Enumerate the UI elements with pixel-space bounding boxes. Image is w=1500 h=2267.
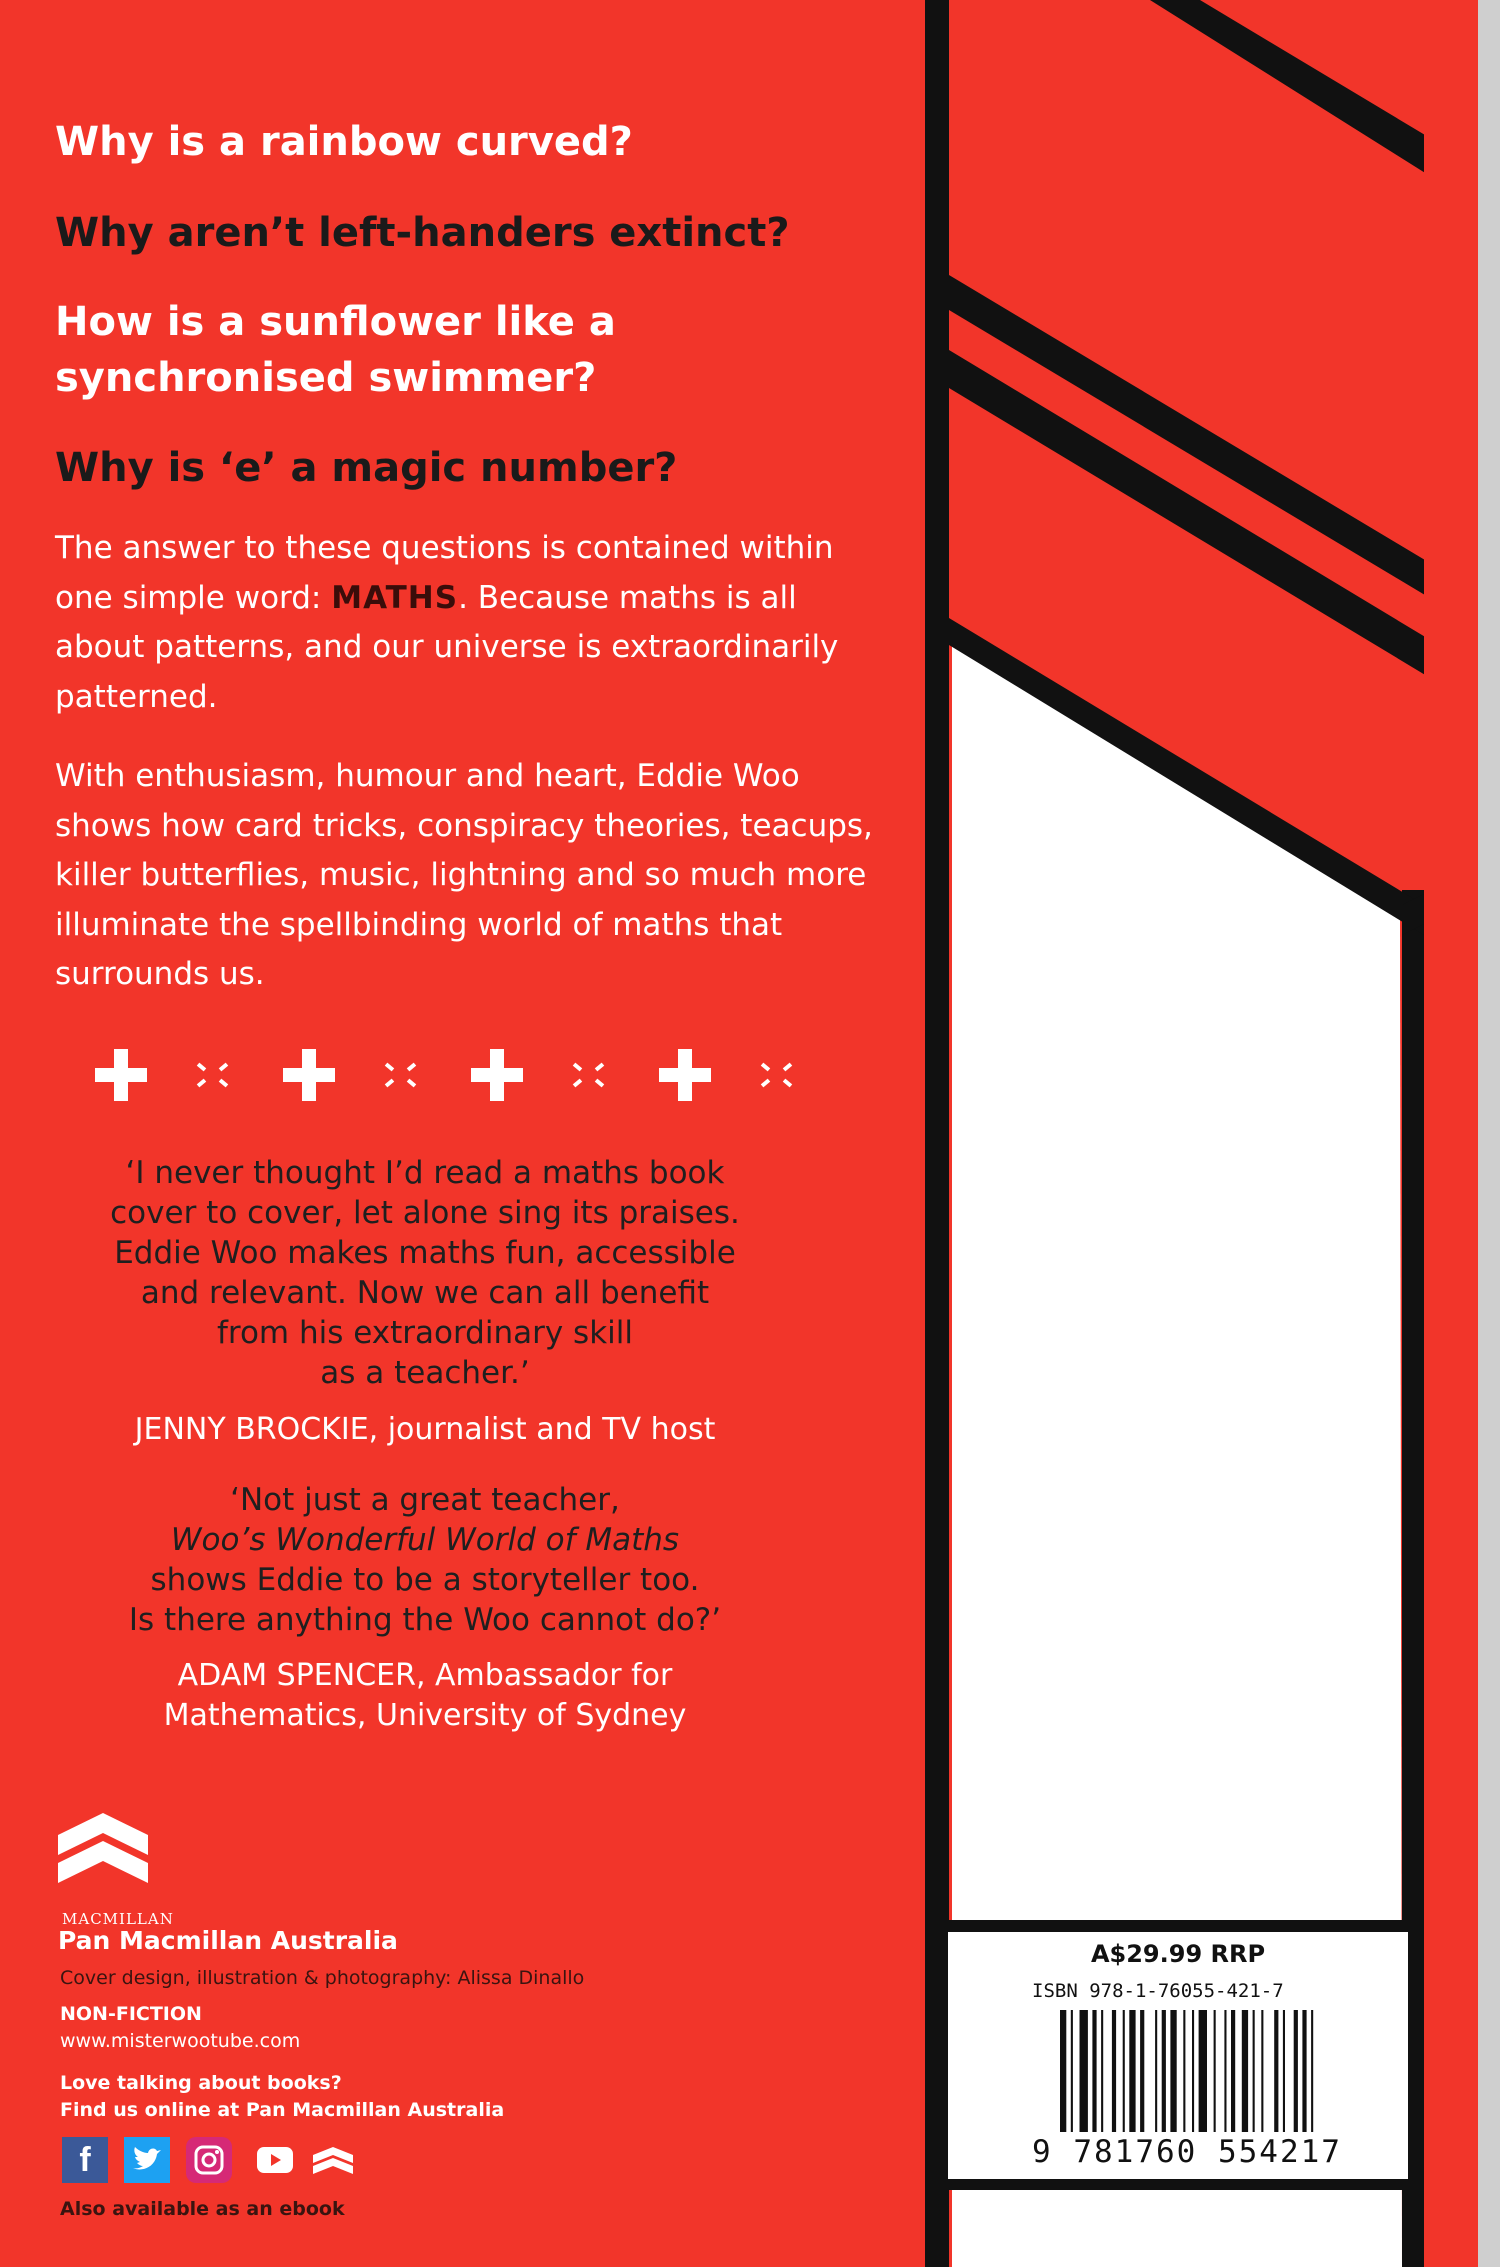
question-sunflower-line2: synchronised swimmer?: [55, 355, 597, 401]
times-icon: [571, 1055, 611, 1095]
website-link[interactable]: www.misterwootube.com: [60, 2030, 301, 2052]
social-prompt-line2: Find us online at Pan Macmillan Australia: [60, 2099, 505, 2121]
barcode-bars: [1060, 2010, 1360, 2132]
barcode-bar: [1080, 2010, 1088, 2132]
barcode-bar: [1155, 2010, 1157, 2132]
barcode-bar: [1224, 2010, 1226, 2132]
barcode-bar: [1231, 2010, 1235, 2132]
barcode-bar: [1253, 2010, 1255, 2132]
barcode-bar: [1302, 2010, 1306, 2132]
barcode-bar: [1192, 2010, 1194, 2132]
publisher-name: Pan Macmillan Australia: [58, 1926, 398, 1955]
blurb-paragraph-1: The answer to these questions is contained within one simple word: MATHS. Because maths is all about patterns, and our universe is extraordinarily patterned.: [55, 530, 839, 715]
ean-digits: 9 781760 554217: [1032, 2134, 1342, 2170]
plus-icon: [95, 1049, 147, 1101]
barcode-bar: [1071, 2010, 1073, 2132]
barcode-bar: [1129, 2010, 1135, 2132]
cover-credits: Cover design, illustration & photography: Alissa Dinallo: [60, 1967, 585, 1989]
question-rainbow: Why is a rainbow curved?: [55, 119, 633, 165]
question-left-handers: Why aren’t left-handers extinct?: [55, 210, 790, 256]
barcode-bar: [1060, 2010, 1066, 2132]
maths-highlight: MATHS: [331, 579, 459, 616]
question-magic-number: Why is ‘e’ a magic number?: [55, 445, 678, 491]
barcode-bar: [1101, 2010, 1103, 2132]
macmillan-m-icon[interactable]: [310, 2137, 356, 2183]
barcode-bar: [1214, 2010, 1216, 2132]
barcode-bar: [1170, 2010, 1176, 2132]
plus-icon: [659, 1049, 711, 1101]
math-symbols-row: [95, 1045, 847, 1105]
barcode-bar: [1242, 2010, 1248, 2132]
social-prompt-line1: Love talking about books?: [60, 2072, 342, 2094]
barcode-bar: [1274, 2010, 1278, 2132]
barcode-bar: [1294, 2010, 1298, 2132]
ebook-note: Also available as an ebook: [60, 2198, 345, 2220]
barcode-bar: [1123, 2010, 1125, 2132]
times-icon: [383, 1055, 423, 1095]
quote-brockie: ‘I never thought I’d read a maths book cover to cover, let alone sing its praises. Eddie Woo makes maths fun, accessible and relevant. Now we can all benefit from his extraordinary skill as a teacher.’: [110, 1155, 740, 1391]
barcode-bar: [1199, 2010, 1207, 2132]
isbn-label: ISBN 978-1-76055-421-7: [1032, 1980, 1284, 2002]
attribution-brockie: JENNY BROCKIE, journalist and TV host: [134, 1412, 716, 1447]
plus-icon: [471, 1049, 523, 1101]
youtube-icon[interactable]: [252, 2137, 298, 2183]
price-label: A$29.99 RRP: [1090, 1940, 1266, 1968]
plus-icon: [283, 1049, 335, 1101]
barcode-bar: [1261, 2010, 1263, 2132]
question-sunflower-line1: How is a sunflower like a: [55, 299, 616, 345]
times-icon: [195, 1055, 235, 1095]
page-edge: [1478, 0, 1500, 2267]
instagram-icon[interactable]: [186, 2137, 232, 2183]
quote-spencer: ‘Not just a great teacher, Woo’s Wonderful World of Maths shows Eddie to be a storyteller too. Is there anything the Woo cannot do?’: [128, 1482, 722, 1638]
barcode-bar: [1283, 2010, 1285, 2132]
barcode-bar: [1311, 2010, 1313, 2132]
macmillan-logo-icon: [58, 1805, 168, 1905]
barcode-bar: [1092, 2010, 1096, 2132]
barcode-bar: [1140, 2010, 1144, 2132]
barcode-bar: [1183, 2010, 1185, 2132]
category-label: NON-FICTION: [60, 2003, 202, 2025]
barcode-bar: [1112, 2010, 1116, 2132]
twitter-icon[interactable]: [124, 2137, 170, 2183]
macmillan-wordmark: MACMILLAN: [62, 1910, 174, 1928]
barcode-panel: [948, 1932, 1408, 2179]
times-icon: [759, 1055, 799, 1095]
blurb-paragraph-2: With enthusiasm, humour and heart, Eddie Woo shows how card tricks, conspiracy theories, teacups, killer butterflies, music, lightning and so much more illuminate the spellbinding world of maths that surrounds us.: [55, 758, 873, 992]
attribution-spencer: ADAM SPENCER, Ambassador for Mathematics, University of Sydney: [163, 1658, 687, 1733]
facebook-icon[interactable]: f: [62, 2137, 108, 2183]
barcode-bar: [1162, 2010, 1166, 2132]
